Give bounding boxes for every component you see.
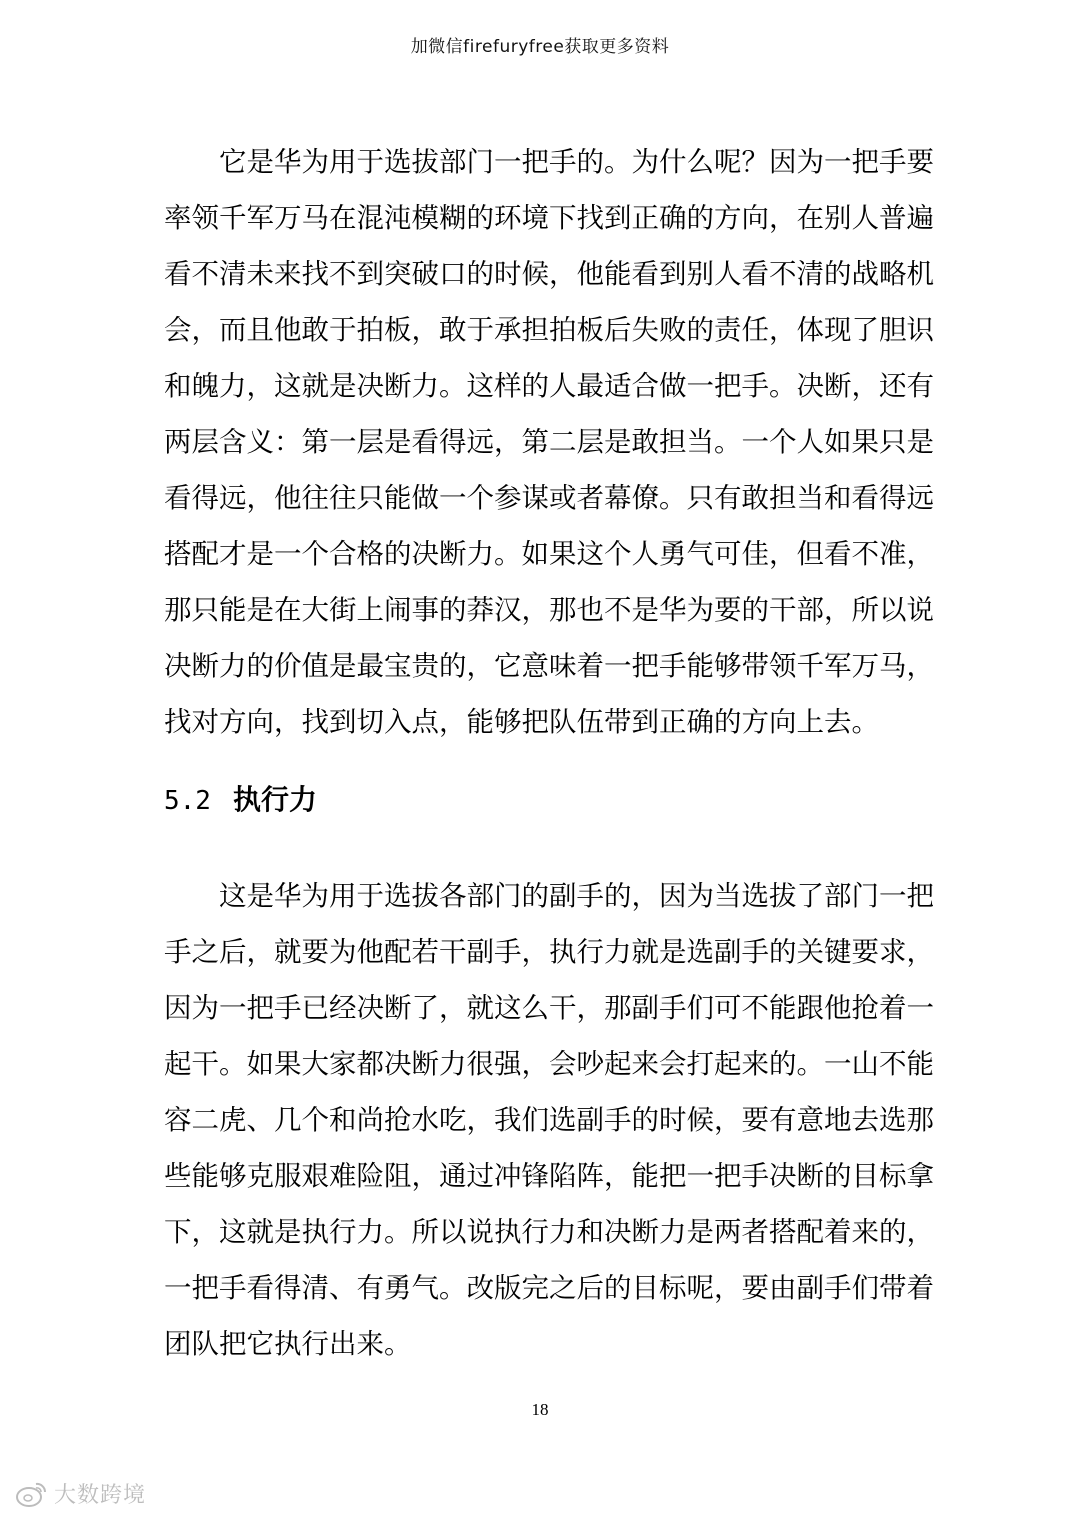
watermark — [14, 1478, 146, 1509]
paragraph-line: 看得远，他往往只能做一个参谋或者幕僚。只有敢担当和看得远 — [164, 482, 934, 514]
watermark-text: 大数跨境 — [54, 1483, 147, 1508]
section-title: 执行力 — [232, 783, 317, 816]
paragraph-line: 会，而且他敢于拍板，敢于承担拍板后失败的责任，体现了胆识 — [164, 314, 934, 346]
weibo-logo-icon — [14, 1480, 48, 1508]
paragraph-line: 起干。如果大家都决断力很强，会吵起来会打起来的。一山不能 — [164, 1048, 934, 1080]
paragraph-line: 因为一把手已经决断了，就这么干，那副手们可不能跟他抢着一 — [164, 992, 934, 1024]
paragraph-line: 两层含义：第一层是看得远，第二层是敢担当。一个人如果只是 — [164, 426, 934, 458]
paragraph-line: 那只能是在大街上闹事的莽汉，那也不是华为要的干部，所以说 — [164, 594, 934, 626]
paragraph-line: 搭配才是一个合格的决断力。如果这个人勇气可佳，但看不准， — [164, 538, 934, 570]
paragraph-line: 手之后，就要为他配若干副手，执行力就是选副手的关键要求， — [164, 936, 934, 968]
paragraph-line: 些能够克服艰难险阻，通过冲锋陷阵，能把一把手决断的目标拿 — [164, 1160, 934, 1192]
paragraph-line: 下，这就是执行力。所以说执行力和决断力是两者搭配着来的， — [164, 1216, 934, 1248]
paragraph-line: 看不清未来找不到突破口的时候，他能看到别人看不清的战略机 — [164, 258, 934, 290]
paragraph-line: 找对方向，找到切入点，能够把队伍带到正确的方向上去。 — [164, 706, 879, 738]
section-heading — [164, 778, 317, 818]
paragraph-line: 这是华为用于选拔各部门的副手的，因为当选拔了部门一把 — [219, 880, 934, 912]
paragraph-decisiveness — [164, 134, 934, 750]
paragraph-line: 和魄力，这就是决断力。这样的人最适合做一把手。决断，还有 — [164, 370, 934, 402]
page-header: 加微信firefuryfree获取更多资料 — [410, 37, 670, 57]
paragraph-line: 率领千军万马在混沌模糊的环境下找到正确的方向，在别人普遍 — [164, 202, 934, 234]
paragraph-line: 一把手看得清、有勇气。改版完之后的目标呢，要由副手们带着 — [164, 1272, 934, 1304]
section-number: 5.2 — [164, 786, 211, 816]
paragraph-execution — [164, 868, 934, 1372]
paragraph-line: 它是华为用于选拔部门一把手的。为什么呢？因为一把手要 — [219, 146, 934, 178]
paragraph-line: 团队把它执行出来。 — [164, 1328, 412, 1360]
page-number: 18 — [531, 1400, 549, 1419]
paragraph-line: 决断力的价值是最宝贵的，它意味着一把手能够带领千军万马， — [164, 650, 934, 682]
paragraph-line: 容二虎、几个和尚抢水吃，我们选副手的时候，要有意地去选那 — [164, 1104, 934, 1136]
